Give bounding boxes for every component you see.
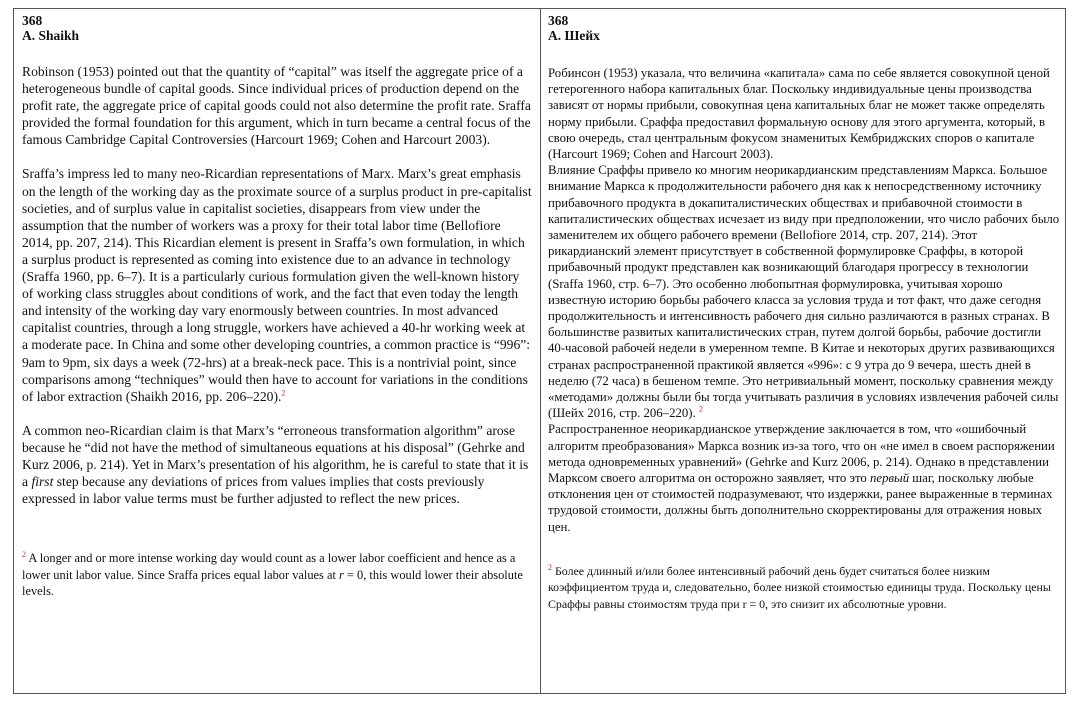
page-number: 368	[548, 13, 569, 28]
english-column	[22, 13, 534, 600]
page-number: 368	[22, 13, 43, 28]
author-name: А. Шейх	[548, 28, 600, 43]
footnote: $^2$ A longer and or more intense working day would count as a lower labor coefficient and hence as a lower unit labor value. Since Sraffa prices equal labor values at r = 0, this would lower their absolute levels.	[22, 550, 523, 599]
footnote-ref: 2	[698, 405, 703, 414]
paragraph-2: Влияние Сраффы привело ко многим неорикардианским представлениям Маркса. Большое внимание Маркса к продолжительности рабочего дня как к непосредственному источнику прибавочного продукта в докапиталистических обществах и прибавочной стоимости в капиталистических обществах исчезает из виду при предположении, что число рабочих было заменителем их общего рабочего времени (Bellofiore 2014, стр. 207, 214). Этот рикардианский элемент присутствует в собственной формулировке Сраффы, в которой прибавочный продукт представлен как возникающий благодаря прогрессу в технологии (Sraffa 1960, стр. 6–7). Это особенно любопытная формулировка, учитывая хорошо известную историю борьбы рабочего класса за условия труда и тот факт, что даже сегодня продолжительность и интенсивность рабочего дня сильно различаются в разных странах. В большинстве развитых капиталистических стран, путем долгой борьбы, рабочие достигли 40-часовой рабочей недели в умеренном темпе. В Китае и некоторых других развивающихся странах распространенной практикой является «996»: с 9 утра до 9 вечера, шесть дней в неделю (72 часа) в бешеном темпе. Это нетривиальный момент, поскольку сравнения между «методами» должны были бы тогда учитывать различия в условиях извлечения рабочей силы (Шейх 2016, стр. 206–220). $^2$	[548, 163, 1060, 421]
comparison-table	[13, 8, 1066, 694]
paragraph-1: Робинсон (1953) указала, что величина «капитала» сама по себе является совокупной ценой гетерогенного набора капитальных благ. Поскольку индивидуальные цены производства зависят от нормы прибыли, совокупная цена капитальных благ не может также определять норму прибыли. Сраффа предоставил формальную основу для этого аргумента, который, в свою очередь, стал центральным фокусом знаменитых Кембриджских споров о капитале (Harcourt 1969; Cohen and Harcourt 2003).	[548, 66, 1050, 162]
author-name: A. Shaikh	[22, 28, 80, 43]
column-divider	[540, 9, 541, 693]
paragraph-3: Распространенное неорикардианское утверждение заключается в том, что «ошибочный алгоритм преобразования» Маркса возник из-за того, что он «не имел в своем распоряжении метода одновременных уравнений» (Gehrke and Kurz 2006, p. 214). Однако в представлении Марксом своего алгоритма он осторожно заявляет, что это первый шаг, поскольку любые отклонения цен от стоимостей подразумевают, что издержки, ранее выраженные в терминах трудовой стоимости, должны быть дополнительно скорректированы для отражения новых цен.	[548, 422, 1055, 534]
paragraph-3: A common neo-Ricardian claim is that Marx’s “erroneous transformation algorithm” arose because he “did not have the method of simultaneous equations at his disposal” (Gehrke and Kurz 2006, p. 214). Yet in Marx’s presentation of his algorithm, he is careful to state that it is a first step because any deviations of prices from values implies that costs previously expressed in labor value terms must be further adjusted to reflect the new prices.	[22, 422, 529, 507]
russian-column	[548, 13, 1060, 612]
paragraph-1: Robinson (1953) pointed out that the quantity of “capital” was itself the aggregate price of a heterogeneous bundle of capital goods. Since individual prices of production depend on the profit rate, the aggregate price of capital goods could not also determine the profit rate. Sraffa provided the formal foundation for this argument, which in turn became a central focus of the famous Cambridge Capital Controversies (Harcourt 1969; Cohen and Harcourt 2003).	[22, 64, 531, 148]
footnote: $^2$ Более длинный и/или более интенсивный рабочий день будет считаться более низким коэффициентом труда и, следовательно, более низкой стоимостью единицы труда. Поскольку цены Сраффы равны стоимостям труда при r = 0, это снизит их абсолютные уровни.	[548, 562, 1051, 611]
paragraph-2: Sraffa’s impress led to many neo-Ricardian representations of Marx. Marx’s great emphasis on the length of the working day as the proximate source of a surplus product in pre-capitalist societies, and of surplus value in capitalist societies, disappears from view under the assumption that the number of workers was a proxy for their total labor time (Bellofiore 2014, pp. 207, 214). This Ricardian element is present in Sraffa’s own formulation, in which a surplus product is represented as coming into existence due to an advance in technology (Sraffa 1960, pp. 6–7). It is a particularly curious formulation given the well-known history of working class struggles about conditions of work, and the fact that even today the length and intensity of the working day vary enormously between countries. In most advanced capitalist countries, through a long struggle, workers have achieved a 40-hr working week at a moderate pace. In China and some other developing countries, a common practice is “996”: 9am to 9pm, six days a week (72-hrs) at a break-neck pace. This is a nontrivial point, since comparisons among “techniques” would then have to account for variations in the conditions of labor extraction (Shaikh 2016, pp. 206–220).$^2$	[22, 166, 532, 404]
footnote-ref: 2	[281, 388, 286, 398]
